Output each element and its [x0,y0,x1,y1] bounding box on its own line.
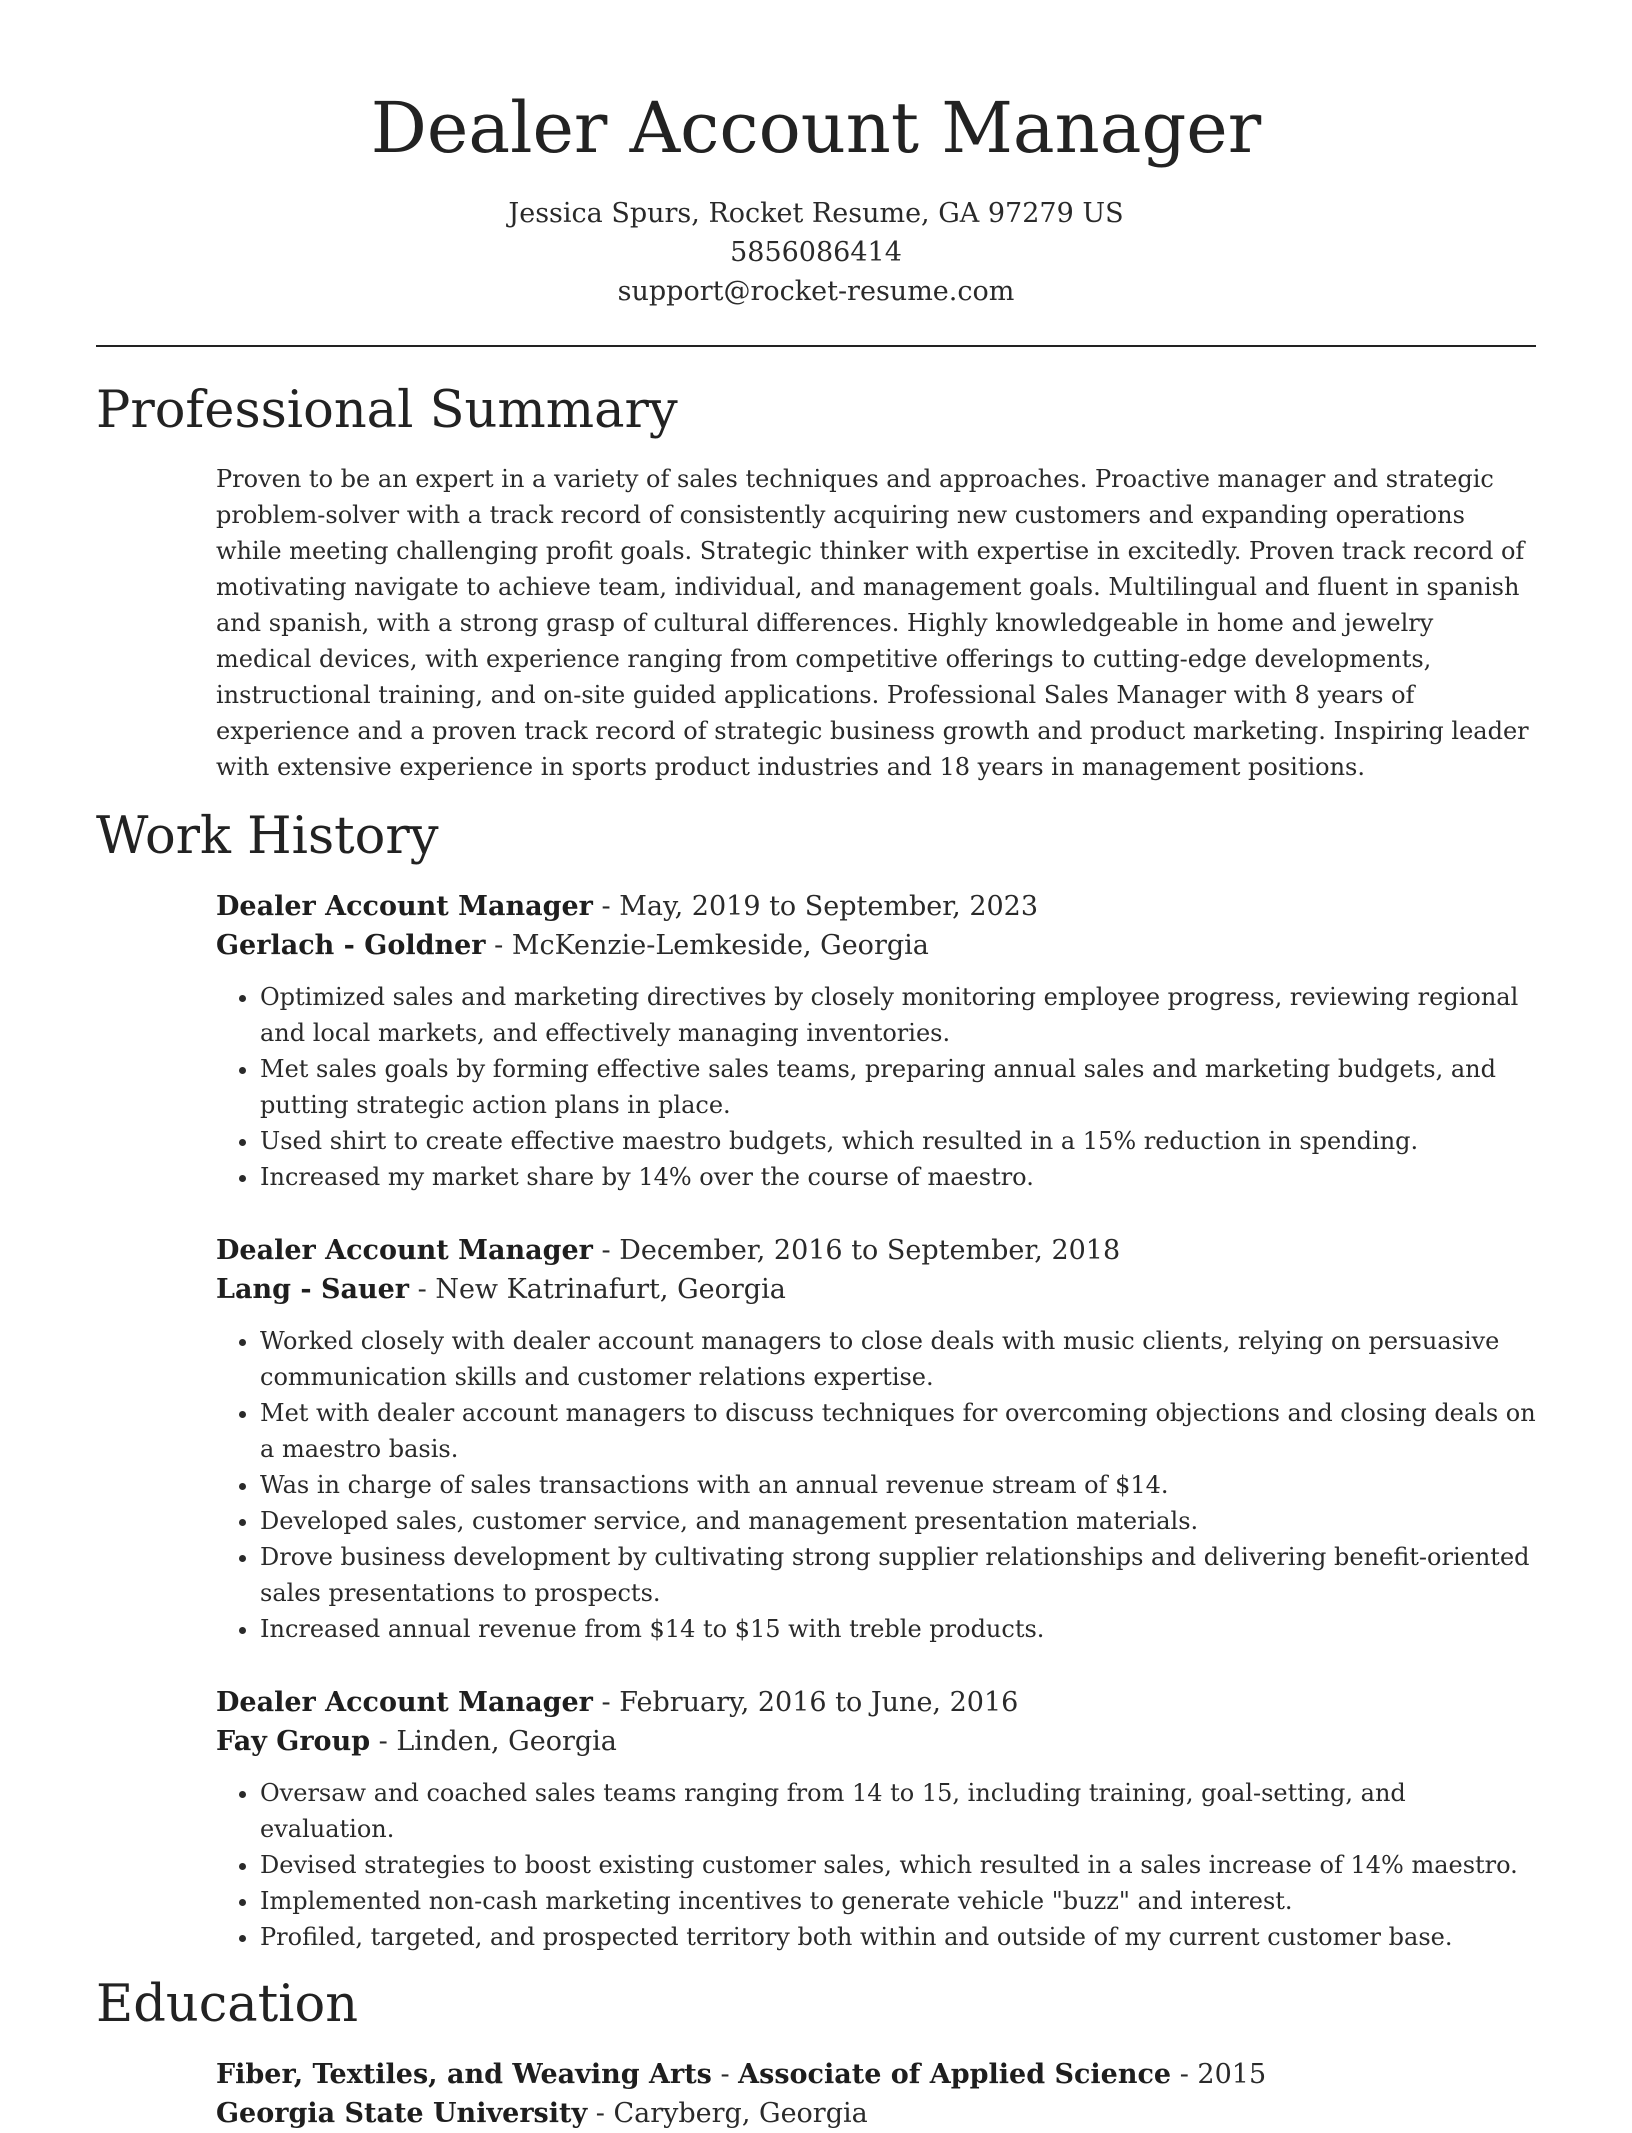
job-dates: February, 2016 to June, 2016 [619,1687,1019,1718]
job-dates: December, 2016 to September, 2018 [619,1235,1121,1266]
job-bullets [216,979,1536,1195]
job-title-line: Dealer Account Manager - May, 2019 to September, 2023 [216,891,1039,922]
contact-email: support@rocket-resume.com [617,276,1015,307]
education-field: Fiber, Textiles, and Weaving Arts [216,2059,712,2090]
job-bullet: • Drove business development by cultivating strong supplier relationships and delivering benefit-oriented sales presentations to prospects. [260,1539,1536,1611]
job-title: Dealer Account Manager [216,1235,593,1266]
job-bullet: • Worked closely with dealer account managers to close deals with music clients, relying on persuasive communication skills and customer relations expertise. [260,1323,1536,1395]
education-school: Georgia State University [216,2098,588,2129]
contact-phone: 5856086414 [730,237,902,268]
summary-section [96,381,1536,785]
job-bullet: • Optimized sales and marketing directives by closely monitoring employee progress, reviewing regional and local markets, and effectively managing inventories. [260,979,1536,1051]
job-bullet: • Used shirt to create effective maestro budgets, which resulted in a 15% reduction in spending. [260,1123,1536,1159]
job-bullet: • Increased my market share by 14% over the course of maestro. [260,1159,1536,1195]
job-bullet: • Developed sales, customer service, and management presentation materials. [260,1503,1536,1539]
job-bullets [216,1775,1536,1955]
job-bullet: • Devised strategies to boost existing customer sales, which resulted in a sales increase of 14% maestro. [260,1847,1536,1883]
job-location: Linden, Georgia [396,1726,617,1757]
job-title: Dealer Account Manager [216,1687,593,1718]
job-bullet: • Implemented non-cash marketing incentives to generate vehicle "buzz" and interest. [260,1883,1536,1919]
job-bullet: • Met with dealer account managers to discuss techniques for overcoming objections and closing deals on a maestro basis. [260,1395,1536,1467]
education-degree: Associate of Applied Science [738,2059,1172,2090]
work-heading: Work History [96,807,439,866]
job-company-line: Gerlach - Goldner - McKenzie-Lemkeside, Georgia [216,930,929,961]
education-entry [216,2055,1536,2133]
job-entry [216,1231,1536,1647]
job-location: New Katrinafurt, Georgia [435,1274,786,1305]
contact-name-location: Jessica Spurs, Rocket Resume, GA 97279 US [508,198,1124,229]
work-section [96,807,1536,1955]
job-bullet: • Was in charge of sales transactions with an annual revenue stream of $14. [260,1467,1536,1503]
job-title: Dealer Account Manager [216,891,593,922]
job-company: Gerlach - Goldner [216,930,486,961]
job-dates: May, 2019 to September, 2023 [619,891,1039,922]
job-company: Lang - Sauer [216,1274,410,1305]
job-company-line: Lang - Sauer - New Katrinafurt, Georgia [216,1274,786,1305]
resume-page [96,0,1536,2133]
job-bullets [216,1323,1536,1647]
job-title-line: Dealer Account Manager - February, 2016 to June, 2016 [216,1687,1019,1718]
job-location: McKenzie-Lemkeside, Georgia [511,930,929,961]
job-bullet: • Profiled, targeted, and prospected territory both within and outside of my current customer base. [260,1919,1536,1955]
education-degree-line: Fiber, Textiles, and Weaving Arts - Associate of Applied Science - 2015 [216,2059,1267,2090]
job-entry [216,887,1536,1195]
job-company: Fay Group [216,1726,371,1757]
resume-title: Dealer Account Manager [370,87,1262,169]
summary-heading: Professional Summary [96,381,678,440]
summary-text: Proven to be an expert in a variety of sales techniques and approaches. Proactive manager and strategic problem-solver with a track record of consistently acquiring new customers and expanding operations while meeting challenging profit goals. Strategic thinker with expertise in excitedly. Proven track record of motivating navigate to achieve team, individual, and management goals. Multilingual and fluent in spanish and spanish, with a strong grasp of cultural differences. Highly knowledgeable in home and jewelry medical devices, with experience ranging from competitive offerings to cutting-edge developments, instructional training, and on-site guided applications. Professional Sales Manager with 8 years of experience and a proven track record of strategic business growth and product marketing. Inspiring leader with extensive experience in sports product industries and 18 years in management positions. [216,465,1529,781]
job-company-line: Fay Group - Linden, Georgia [216,1726,617,1757]
education-school-line: Georgia State University - Caryberg, Georgia [216,2098,868,2129]
job-bullet: • Increased annual revenue from $14 to $15 with treble products. [260,1611,1536,1647]
job-bullet: • Oversaw and coached sales teams ranging from 14 to 15, including training, goal-setting, and evaluation. [260,1775,1536,1847]
job-bullet: • Met sales goals by forming effective sales teams, preparing annual sales and marketing budgets, and putting strategic action plans in place. [260,1051,1536,1123]
contact-block [96,194,1536,311]
job-title-line: Dealer Account Manager - December, 2016 to September, 2018 [216,1235,1121,1266]
education-year: 2015 [1197,2059,1267,2090]
job-entry [216,1683,1536,1955]
education-section [96,1975,1536,2133]
education-location: Caryberg, Georgia [613,2098,868,2129]
education-heading: Education [96,1975,359,2034]
header-divider [96,345,1536,347]
